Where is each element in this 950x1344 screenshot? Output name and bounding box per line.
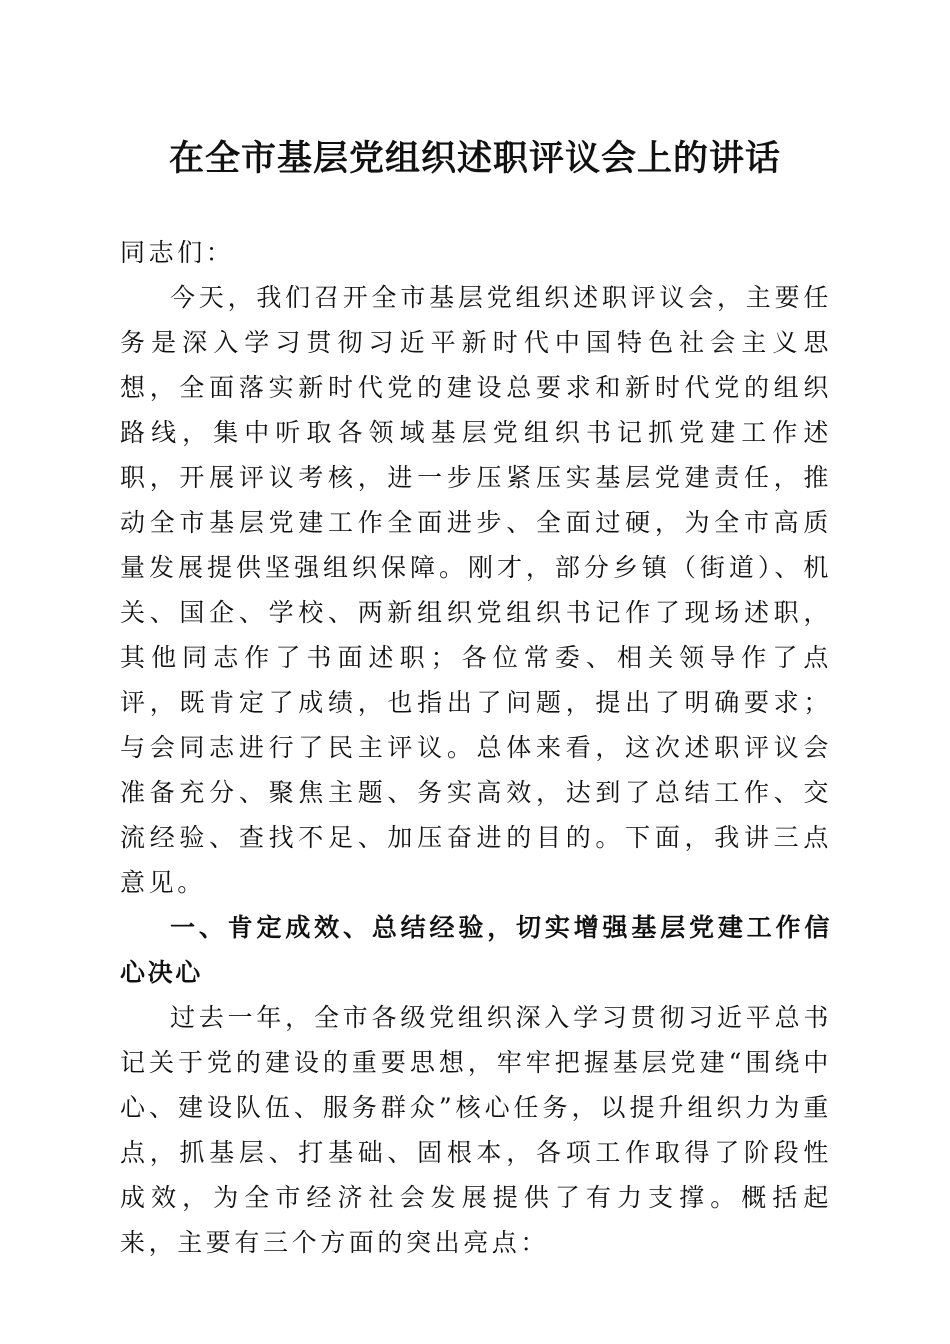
document-title: 在全市基层党组织述职评议会上的讲话 [168,138,781,179]
section-heading: 一、肯定成效、总结经验，切实增强基层党建工作信心决心 [120,913,832,987]
document-body [120,230,832,1265]
paragraph: 过去一年，全市各级党组织深入学习贯彻习近平总书记关于党的建设的重要思想，牢牢把握基层党建“围绕中心、建设队伍、服务群众”核心任务，以提升组织力为重点，抓基层、打基础、固根本，各项工作取得了阶段性成效，为全市经济社会发展提供了有力支撑。概括起来，主要有三个方面的突出亮点： [120,1003,832,1257]
salutation: 同志们： [120,238,235,267]
paragraph: 今天，我们召开全市基层党组织述职评议会，主要任务是深入学习贯彻习近平新时代中国特色社会主义思想，全面落实新时代党的建设总要求和新时代党的组织路线，集中听取各领域基层党组织书记抓党建工作述职，开展评议考核，进一步压紧压实基层党建责任，推动全市基层党建工作全面进步、全面过硬，为全市高质量发展提供坚强组织保障。刚才，部分乡镇（街道）、机关、国企、学校、两新组织党组织书记作了现场述职，其他同志作了书面述职；各位常委、相关领导作了点评，既肯定了成绩，也指出了问题，提出了明确要求；与会同志进行了民主评议。总体来看，这次述职评议会准备充分、聚焦主题、务实高效，达到了总结工作、交流经验、查找不足、加压奋进的目的。下面，我讲三点意见。 [120,283,832,897]
